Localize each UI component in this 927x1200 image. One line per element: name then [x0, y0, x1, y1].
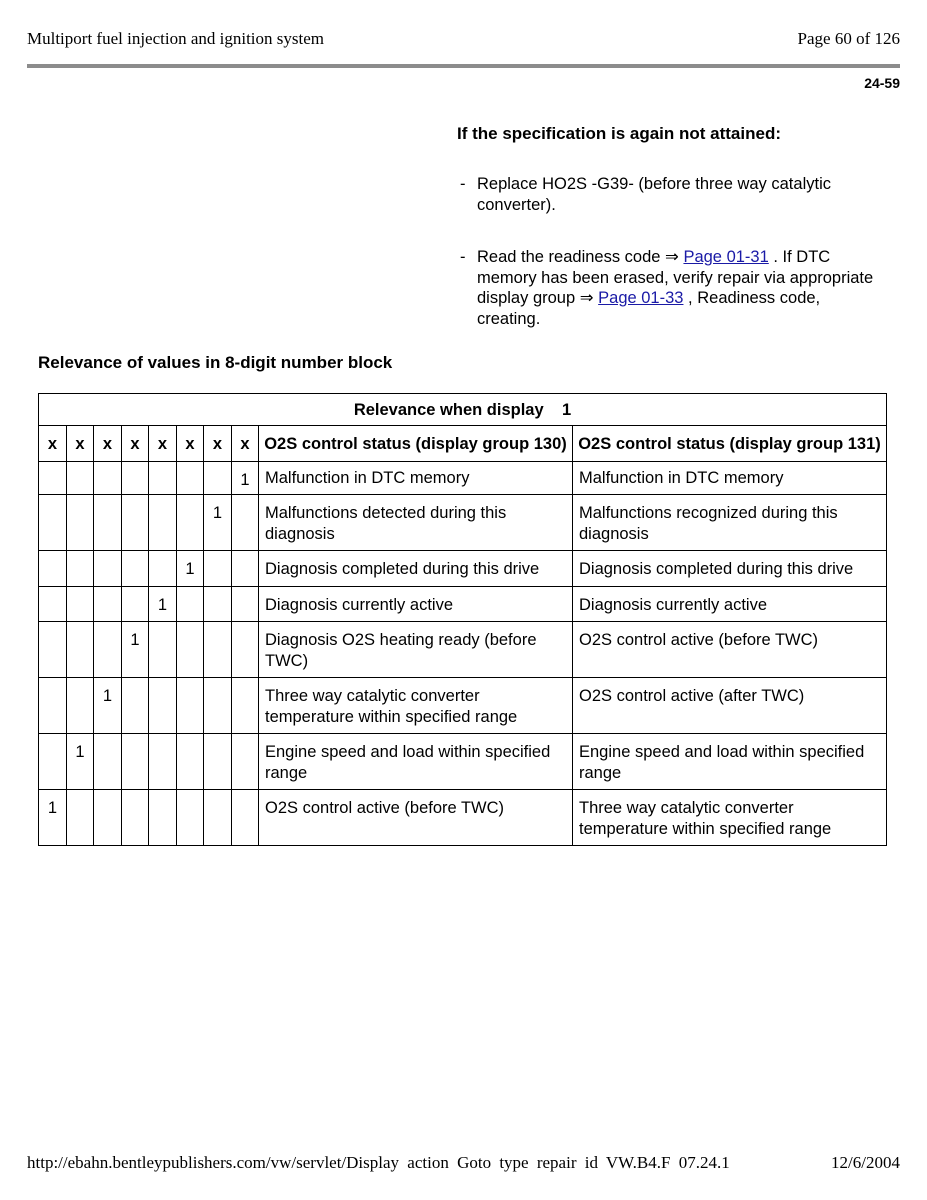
bit-cell: [67, 790, 94, 846]
bit-header: x: [94, 426, 122, 462]
bit-cell: [94, 790, 122, 846]
bit-cell: 1: [149, 586, 177, 622]
bit-cell: [149, 495, 177, 551]
bit-header: x: [39, 426, 67, 462]
bit-cell: [149, 678, 177, 734]
page-indicator: Page 60 of 126: [797, 29, 900, 48]
bit-cell: [204, 734, 232, 790]
bit-cell: [177, 461, 204, 495]
bit-cell: [177, 734, 204, 790]
footer-date: 12/6/2004: [831, 1153, 900, 1172]
bit-header: x: [177, 426, 204, 462]
bit-cell: [232, 678, 259, 734]
bit-cell: [67, 586, 94, 622]
bit-cell: 1: [39, 790, 67, 846]
bullet-text-part: . If DTC memory has been erased, verify repair via appropriate display group ⇒: [477, 248, 874, 307]
bit-cell: [94, 551, 122, 587]
group-130-cell: Engine speed and load within specified range: [259, 734, 573, 790]
spec-heading: If the specification is again not attained:: [457, 124, 781, 143]
bit-cell: [122, 678, 149, 734]
footer-url: http://ebahn.bentleypublishers.com/vw/servlet/Display action Goto type repair id VW.B4.F 07.24.1: [27, 1153, 730, 1172]
bit-cell: [122, 790, 149, 846]
group-131-cell: O2S control active (before TWC): [573, 622, 887, 678]
bit-cell: [122, 734, 149, 790]
bit-cell: [149, 622, 177, 678]
table-row: [39, 495, 887, 551]
link-page-01-31[interactable]: Page 01-31: [683, 248, 769, 266]
bit-header: x: [67, 426, 94, 462]
bit-cell: [232, 551, 259, 587]
bit-cell: [94, 495, 122, 551]
header-divider: [27, 64, 900, 68]
bit-cell: [39, 461, 67, 495]
bullet-replace-ho2s: [460, 174, 880, 215]
bit-cell: [177, 790, 204, 846]
bit-cell: [39, 678, 67, 734]
group-131-cell: Three way catalytic converter temperature within specified range: [573, 790, 887, 846]
bit-cell: [122, 495, 149, 551]
bit-cell: [177, 678, 204, 734]
bit-cell: [67, 551, 94, 587]
group-131-cell: Malfunctions recognized during this diagnosis: [573, 495, 887, 551]
bit-cell: 1: [94, 678, 122, 734]
bit-cell: [39, 734, 67, 790]
table-row: [39, 734, 887, 790]
bit-header: x: [204, 426, 232, 462]
group-131-cell: Engine speed and load within specified range: [573, 734, 887, 790]
bit-cell: [177, 622, 204, 678]
bit-header: x: [122, 426, 149, 462]
bit-cell: 1: [67, 734, 94, 790]
group-130-cell: O2S control active (before TWC): [259, 790, 573, 846]
bit-cell: [94, 586, 122, 622]
bit-cell: [94, 461, 122, 495]
bit-cell: 1: [122, 622, 149, 678]
bit-cell: [232, 790, 259, 846]
group-131-cell: Malfunction in DTC memory: [573, 461, 887, 495]
link-page-01-33[interactable]: Page 01-33: [598, 289, 684, 307]
table-header-row: [39, 426, 887, 462]
bit-cell: [204, 678, 232, 734]
bit-header: x: [232, 426, 259, 462]
bit-cell: [122, 586, 149, 622]
relevance-table: [38, 393, 887, 846]
column-header-group-131: O2S control status (display group 131): [573, 426, 887, 462]
bit-cell: [122, 461, 149, 495]
bit-cell: [149, 790, 177, 846]
bullet-dash: -: [460, 175, 466, 193]
table-row: [39, 678, 887, 734]
bit-cell: [232, 586, 259, 622]
bullet-dash: -: [460, 248, 466, 266]
group-130-cell: Diagnosis O2S heating ready (before TWC): [259, 622, 573, 678]
bullet-text-part: Read the readiness code ⇒: [477, 248, 684, 266]
bit-cell: [177, 495, 204, 551]
group-131-cell: Diagnosis currently active: [573, 586, 887, 622]
group-130-cell: Malfunctions detected during this diagnosis: [259, 495, 573, 551]
bit-cell: [149, 734, 177, 790]
bit-cell: [177, 586, 204, 622]
bit-cell: [39, 495, 67, 551]
group-131-cell: O2S control active (after TWC): [573, 678, 887, 734]
table-row: [39, 461, 887, 495]
bit-cell: [39, 586, 67, 622]
bit-cell: [67, 622, 94, 678]
table-row: [39, 586, 887, 622]
group-131-cell: Diagnosis completed during this drive: [573, 551, 887, 587]
bit-cell: [67, 678, 94, 734]
table-row: [39, 622, 887, 678]
bit-cell: 1: [177, 551, 204, 587]
bullet-text: Replace HO2S -G39- (before three way catalytic converter).: [477, 175, 831, 214]
block-heading: Relevance of values in 8-digit number block: [38, 353, 393, 372]
bullet-text: [477, 247, 880, 329]
bit-cell: [204, 551, 232, 587]
bit-cell: [232, 734, 259, 790]
bit-cell: [67, 495, 94, 551]
bit-cell: [94, 622, 122, 678]
bit-cell: 1: [204, 495, 232, 551]
bit-cell: [149, 461, 177, 495]
column-header-group-130: O2S control status (display group 130): [259, 426, 573, 462]
bit-cell: [204, 586, 232, 622]
bit-cell: [232, 495, 259, 551]
bit-cell: [122, 551, 149, 587]
table-row: [39, 551, 887, 587]
bit-cell: [204, 790, 232, 846]
group-130-cell: Diagnosis completed during this drive: [259, 551, 573, 587]
bit-cell: [204, 622, 232, 678]
bit-cell: [232, 622, 259, 678]
bit-cell: 1: [232, 461, 259, 495]
table-title-row: [39, 394, 887, 426]
section-number: 24-59: [864, 75, 900, 91]
bit-cell: [204, 461, 232, 495]
bit-cell: [39, 622, 67, 678]
bit-header: x: [149, 426, 177, 462]
group-130-cell: Three way catalytic converter temperature within specified range: [259, 678, 573, 734]
bit-cell: [39, 551, 67, 587]
bit-cell: [94, 734, 122, 790]
table-title: Relevance when display 1: [39, 394, 887, 426]
document-title: Multiport fuel injection and ignition system: [27, 29, 324, 48]
bit-cell: [67, 461, 94, 495]
group-130-cell: Diagnosis currently active: [259, 586, 573, 622]
bullet-readiness-code: [460, 247, 880, 329]
bit-cell: [149, 551, 177, 587]
bullet-text-part: , Readiness code, creating.: [477, 289, 821, 328]
group-130-cell: Malfunction in DTC memory: [259, 461, 573, 495]
table-row: [39, 790, 887, 846]
